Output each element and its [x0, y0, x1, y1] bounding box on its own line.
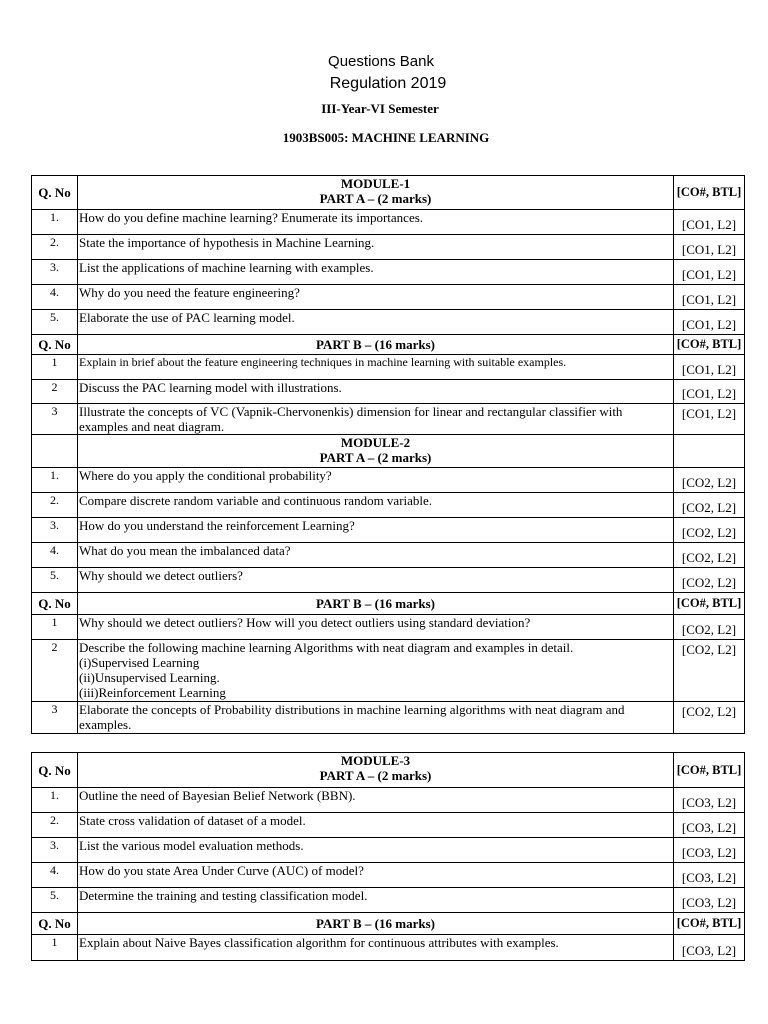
co-level: [CO3, L2]: [674, 813, 745, 838]
co-level: [CO2, L2]: [674, 518, 745, 543]
question-number: 2.: [32, 235, 78, 260]
table-row: [32, 493, 745, 518]
question-text: How do you define machine learning? Enumerate its importances.: [78, 210, 674, 235]
qno-header: Q. No: [32, 753, 78, 788]
part-a-label: PART A – (2 marks): [319, 450, 432, 465]
part-b-label: PART B – (16 marks): [78, 593, 674, 615]
co-level: [CO2, L2]: [674, 640, 745, 702]
table-row: [32, 468, 745, 493]
question-number: 1.: [32, 468, 78, 493]
table-row: [32, 518, 745, 543]
part-b-label: PART B – (16 marks): [78, 335, 674, 355]
co-btl-header: [CO#, BTL]: [674, 593, 745, 615]
course-heading: 1903BS005: MACHINE LEARNING: [282, 130, 490, 145]
question-text: Why should we detect outliers?: [78, 568, 674, 593]
question-text: State the importance of hypothesis in Machine Learning.: [78, 235, 674, 260]
co-level: [CO1, L2]: [674, 404, 745, 435]
question-text: Illustrate the concepts of VC (Vapnik-Chervonenkis) dimension for linear and rectangular classifier with examples and neat diagram.: [78, 404, 674, 435]
part-a-label: PART A – (2 marks): [319, 191, 432, 206]
sub-item: (iii)Reinforcement Learning: [79, 685, 226, 700]
co-level: [CO2, L2]: [674, 468, 745, 493]
co-level: [CO3, L2]: [674, 788, 745, 813]
co-level: [CO1, L2]: [674, 355, 745, 380]
question-text: State cross validation of dataset of a model.: [78, 813, 674, 838]
co-level: [CO1, L2]: [674, 310, 745, 335]
question-text-multiline: [78, 640, 674, 702]
table-row: [32, 260, 745, 285]
table-row: [32, 838, 745, 863]
question-number: 3: [32, 702, 78, 734]
question-number: 4.: [32, 863, 78, 888]
question-text: Explain in brief about the feature engineering techniques in machine learning with suitable examples.: [78, 355, 674, 380]
table-row: [32, 640, 745, 702]
module-1-title: MODULE-1: [340, 176, 411, 191]
question-text: What do you mean the imbalanced data?: [78, 543, 674, 568]
table-row: [32, 285, 745, 310]
co-level: [CO3, L2]: [674, 888, 745, 913]
module-3-heading: [78, 753, 674, 788]
co-level: [CO2, L2]: [674, 702, 745, 734]
co-level: [CO3, L2]: [674, 935, 745, 961]
question-table-modules-1-2: [31, 175, 745, 734]
question-number: 3.: [32, 260, 78, 285]
part-b-label: PART B – (16 marks): [78, 913, 674, 935]
co-btl-header: [CO#, BTL]: [674, 335, 745, 355]
question-text: Elaborate the concepts of Probability distributions in machine learning algorithms with neat diagram and examples.: [78, 702, 674, 734]
module-3-header-row: [32, 753, 745, 788]
document-title: Questions Bank: [328, 53, 434, 70]
qno-header: Q. No: [32, 913, 78, 935]
part-a-label: PART A – (2 marks): [319, 768, 432, 783]
question-number: 3: [32, 404, 78, 435]
part-b-header-row: [32, 335, 745, 355]
question-number: 3.: [32, 518, 78, 543]
module-1-heading: [78, 176, 674, 210]
co-level: [CO2, L2]: [674, 493, 745, 518]
co-level: [CO3, L2]: [674, 863, 745, 888]
module-2-heading: [78, 435, 674, 468]
question-text: Explain about Naive Bayes classification algorithm for continuous attributes with examples.: [78, 935, 674, 961]
table-row: [32, 888, 745, 913]
table-row: [32, 355, 745, 380]
co-btl-header: [CO#, BTL]: [674, 753, 745, 788]
question-text: Why do you need the feature engineering?: [78, 285, 674, 310]
question-text: How do you state Area Under Curve (AUC) of model?: [78, 863, 674, 888]
question-number: 2: [32, 380, 78, 404]
table-row: [32, 210, 745, 235]
question-number: 4.: [32, 543, 78, 568]
question-text: Describe the following machine learning Algorithms with neat diagram and examples in detail.: [79, 640, 574, 655]
module-2-header-row: [32, 435, 745, 468]
question-number: 5.: [32, 888, 78, 913]
question-number: 3.: [32, 838, 78, 863]
qno-header: Q. No: [32, 593, 78, 615]
question-text: How do you understand the reinforcement Learning?: [78, 518, 674, 543]
qno-header: Q. No: [32, 176, 78, 210]
co-btl-header: [CO#, BTL]: [674, 176, 745, 210]
question-table-module-3: [31, 752, 745, 961]
table-row: [32, 702, 745, 734]
table-row: [32, 935, 745, 961]
part-b-header-row: [32, 593, 745, 615]
module-3-title: MODULE-3: [340, 753, 411, 768]
module-2-title: MODULE-2: [340, 435, 411, 450]
co-level: [CO2, L2]: [674, 615, 745, 640]
question-text: List the various model evaluation methods.: [78, 838, 674, 863]
question-number: 2.: [32, 813, 78, 838]
question-number: 1: [32, 355, 78, 380]
qno-header: Q. No: [32, 335, 78, 355]
question-text: Why should we detect outliers? How will you detect outliers using standard deviation?: [78, 615, 674, 640]
question-text: Determine the training and testing classification model.: [78, 888, 674, 913]
question-number: 2.: [32, 493, 78, 518]
question-text: Discuss the PAC learning model with illustrations.: [78, 380, 674, 404]
question-number: 2: [32, 640, 78, 702]
co-level: [CO1, L2]: [674, 380, 745, 404]
table-row: [32, 788, 745, 813]
table-row: [32, 568, 745, 593]
table-row: [32, 310, 745, 335]
empty-cell: [674, 435, 745, 468]
question-number: 4.: [32, 285, 78, 310]
co-level: [CO2, L2]: [674, 568, 745, 593]
co-level: [CO1, L2]: [674, 285, 745, 310]
co-level: [CO1, L2]: [674, 260, 745, 285]
question-number: 1.: [32, 788, 78, 813]
table-row: [32, 543, 745, 568]
question-text: Outline the need of Bayesian Belief Network (BBN).: [78, 788, 674, 813]
question-text: Compare discrete random variable and continuous random variable.: [78, 493, 674, 518]
question-number: 5.: [32, 568, 78, 593]
empty-cell: [32, 435, 78, 468]
sub-item: (ii)Unsupervised Learning.: [79, 670, 220, 685]
table-row: [32, 813, 745, 838]
question-number: 5.: [32, 310, 78, 335]
regulation-heading: Regulation 2019: [329, 75, 447, 92]
co-level: [CO2, L2]: [674, 543, 745, 568]
semester-heading: III-Year-VI Semester: [321, 101, 439, 116]
table-row: [32, 863, 745, 888]
question-text: Elaborate the use of PAC learning model.: [78, 310, 674, 335]
sub-item: (i)Supervised Learning: [79, 655, 200, 670]
table-row: [32, 404, 745, 435]
co-level: [CO1, L2]: [674, 210, 745, 235]
table-row: [32, 615, 745, 640]
question-text: Where do you apply the conditional probability?: [78, 468, 674, 493]
module-1-header-row: [32, 176, 745, 210]
co-level: [CO3, L2]: [674, 838, 745, 863]
question-number: 1.: [32, 210, 78, 235]
question-number: 1: [32, 935, 78, 961]
table-row: [32, 380, 745, 404]
question-text: List the applications of machine learning with examples.: [78, 260, 674, 285]
question-number: 1: [32, 615, 78, 640]
table-row: [32, 235, 745, 260]
co-level: [CO1, L2]: [674, 235, 745, 260]
co-btl-header: [CO#, BTL]: [674, 913, 745, 935]
part-b-header-row: [32, 913, 745, 935]
